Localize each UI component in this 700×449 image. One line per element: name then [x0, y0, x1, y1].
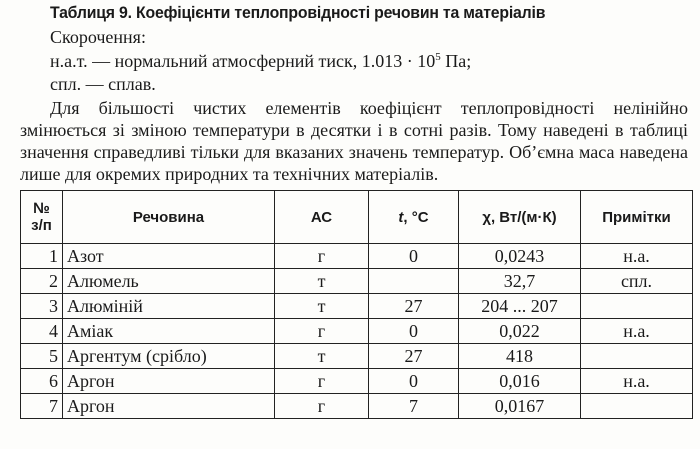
cell-note: н.а.: [581, 244, 693, 269]
cell-note: н.а.: [581, 369, 693, 394]
header-notes: Примітки: [581, 191, 693, 244]
table-row: [21, 344, 693, 369]
abbreviations-heading: Скорочення:: [50, 27, 146, 47]
cell-substance: Азот: [63, 244, 275, 269]
cell-temperature: 27: [369, 344, 459, 369]
table-row: [21, 319, 693, 344]
cell-conductivity: 0,016: [459, 369, 581, 394]
cell-note: спл.: [581, 269, 693, 294]
cell-note: н.а.: [581, 319, 693, 344]
cell-conductivity: 32,7: [459, 269, 581, 294]
cell-state: т: [275, 269, 369, 294]
cell-number: 1: [21, 244, 63, 269]
cell-substance: Алюміній: [63, 294, 275, 319]
header-number: [21, 191, 63, 244]
cell-substance: Алюмель: [63, 269, 275, 294]
intro-paragraph: [20, 97, 688, 185]
cell-state: т: [275, 344, 369, 369]
table-row: [21, 244, 693, 269]
cell-temperature: 0: [369, 369, 459, 394]
intro-paragraph-text: Для більшості чистих елементів коефіцієнт теплопровідності нелінійно змінюється зі зміною температури в десятки і в сотні разів. Тому наведені в таблиці значення справедливі тільки для вказаних значень температур. Об’ємна маса наведена лише для окремих природних та технічних матеріалів.: [20, 98, 688, 184]
cell-conductivity: 418: [459, 344, 581, 369]
cell-temperature: 7: [369, 394, 459, 419]
cell-state: г: [275, 244, 369, 269]
cell-number: 3: [21, 294, 63, 319]
cell-conductivity: 204 ... 207: [459, 294, 581, 319]
cell-conductivity: 0,022: [459, 319, 581, 344]
cell-temperature: 27: [369, 294, 459, 319]
table-row: [21, 269, 693, 294]
cell-conductivity: 0,0167: [459, 394, 581, 419]
abbreviation-nat-unit: Па;: [440, 51, 472, 71]
cell-number: 6: [21, 369, 63, 394]
cell-number: 2: [21, 269, 63, 294]
header-state: АС: [275, 191, 369, 244]
cell-substance: Аргон: [63, 394, 275, 419]
cell-number: 4: [21, 319, 63, 344]
abbreviation-nat-text: н.а.т. — нормальний атмосферний тиск, 1.013 · 10: [50, 51, 436, 71]
abbreviation-spl: спл. — сплав.: [50, 74, 156, 94]
cell-state: т: [275, 294, 369, 319]
table-header-row: [21, 191, 693, 244]
header-substance: Речовина: [63, 191, 275, 244]
header-temperature: [369, 191, 459, 244]
cell-substance: Аміак: [63, 319, 275, 344]
cell-number: 7: [21, 394, 63, 419]
header-number-bottom: з/п: [31, 217, 52, 234]
table-row: [21, 294, 693, 319]
table-title: Таблиця 9. Коефіцієнти теплопровідності речовин та матеріалів: [50, 3, 546, 22]
cell-temperature: 0: [369, 319, 459, 344]
cell-note: [581, 294, 693, 319]
cell-substance: Аргентум (срібло): [63, 344, 275, 369]
header-conductivity: χ, Вт/(м·К): [459, 191, 581, 244]
cell-note: [581, 394, 693, 419]
table-row: [21, 394, 693, 419]
thermal-conductivity-table: [20, 190, 693, 419]
cell-temperature: [369, 269, 459, 294]
cell-conductivity: 0,0243: [459, 244, 581, 269]
cell-state: г: [275, 394, 369, 419]
cell-number: 5: [21, 344, 63, 369]
cell-state: г: [275, 369, 369, 394]
cell-note: [581, 344, 693, 369]
abbreviation-nat: [50, 51, 471, 72]
table-row: [21, 369, 693, 394]
cell-temperature: 0: [369, 244, 459, 269]
cell-substance: Аргон: [63, 369, 275, 394]
header-temperature-unit: , °С: [403, 208, 429, 226]
header-number-top: №: [33, 200, 50, 217]
cell-state: г: [275, 319, 369, 344]
abbreviation-nat-exponent: 5: [435, 51, 441, 63]
header-temperature-var: t: [398, 208, 404, 226]
